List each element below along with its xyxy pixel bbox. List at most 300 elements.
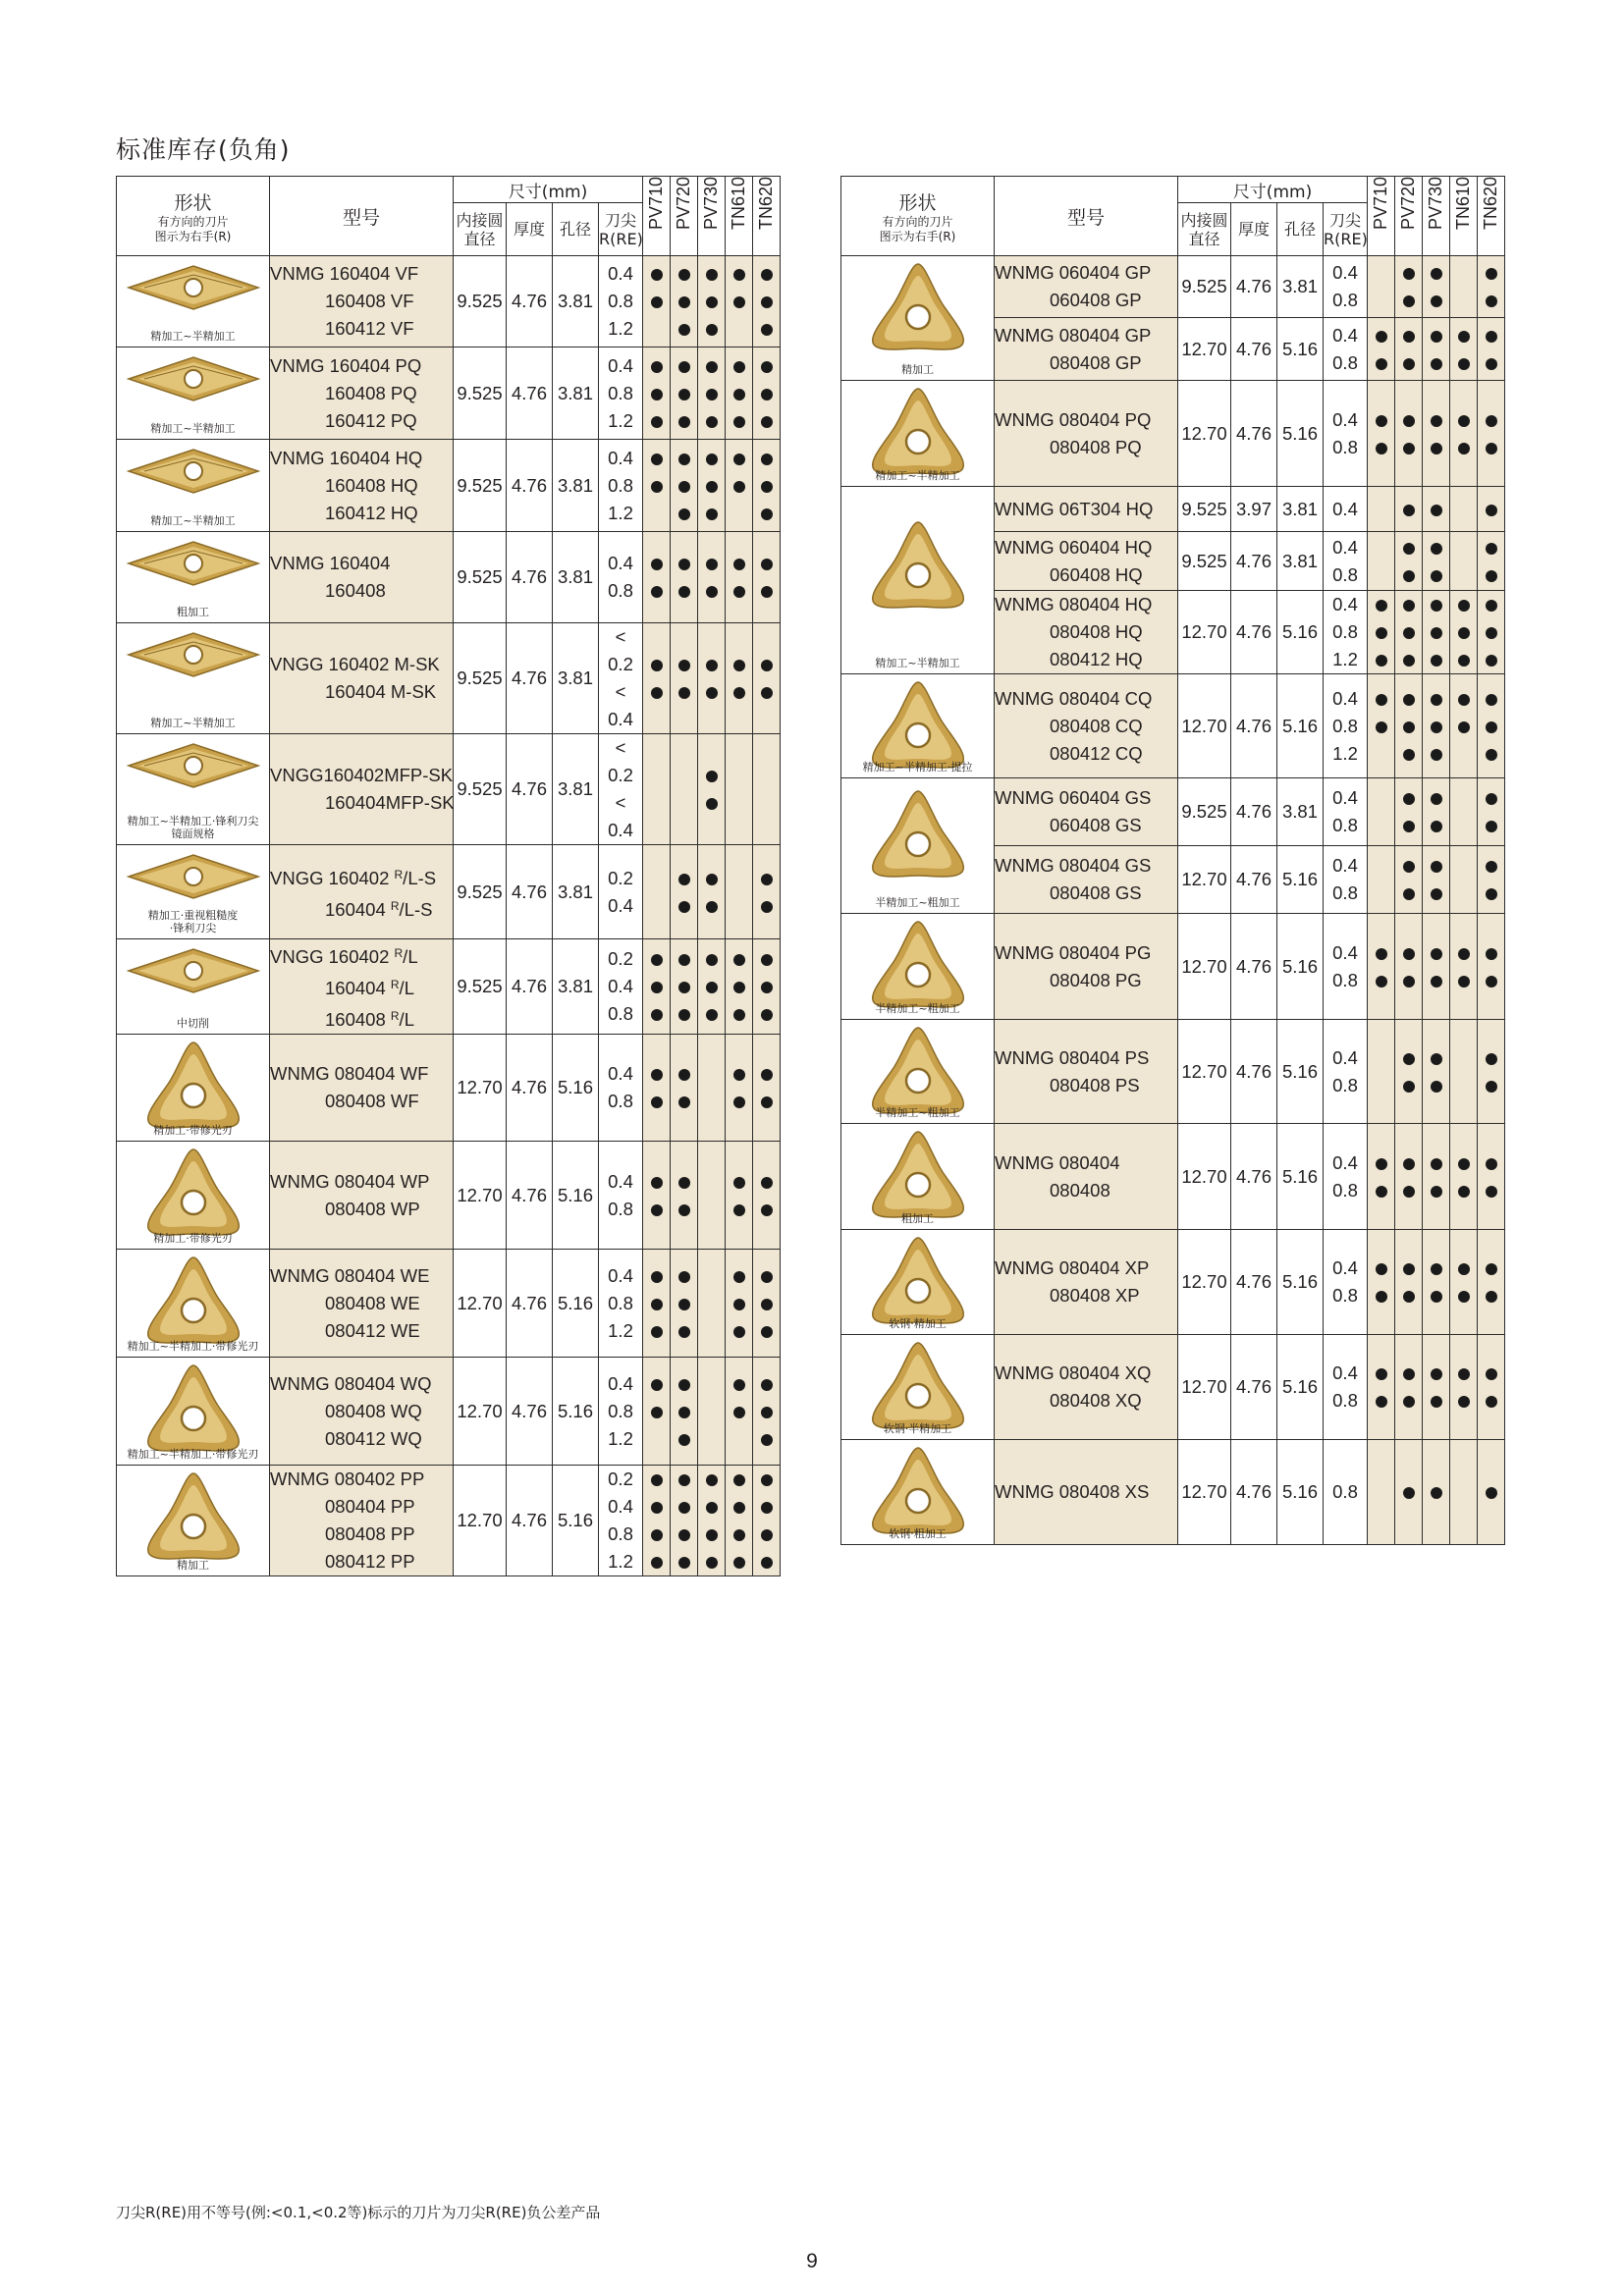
hole-value: 3.81 xyxy=(1277,487,1324,532)
ic-header xyxy=(1178,203,1231,256)
hole-value: 3.81 xyxy=(553,256,599,347)
table-row xyxy=(117,256,781,347)
availability-slot xyxy=(1423,939,1449,967)
availability-slot xyxy=(1450,591,1477,618)
shape-cell xyxy=(841,381,995,487)
availability-slot xyxy=(726,288,752,315)
shape-cell xyxy=(841,1124,995,1230)
nose-radius-value: 0.4 xyxy=(1332,1257,1358,1278)
grade-label: PV710 xyxy=(646,176,667,230)
model-cell xyxy=(270,734,454,845)
availability-slot xyxy=(1368,812,1394,839)
re-header-l2: R(RE) xyxy=(1324,229,1368,248)
grade-cell-pv730 xyxy=(1423,591,1450,674)
stock-dot xyxy=(651,361,663,373)
stock-dot xyxy=(1458,1158,1470,1170)
stock-dot xyxy=(651,954,663,966)
hole-value: 5.16 xyxy=(1277,674,1324,778)
stock-dot xyxy=(1431,655,1442,667)
availability-slot xyxy=(671,315,697,343)
hole-value: 5.16 xyxy=(553,1142,599,1250)
nose-radius-cell xyxy=(599,1035,643,1142)
shape-image-wrap xyxy=(841,1335,994,1433)
model-code: 080404 PP xyxy=(325,1496,415,1517)
ic-value: 9.525 xyxy=(454,734,507,845)
availability-slot xyxy=(1478,939,1504,967)
stock-dot xyxy=(761,954,773,966)
thickness-value: 4.76 xyxy=(507,532,553,623)
grade-cell-tn610 xyxy=(1450,846,1478,914)
grade-cell-pv710 xyxy=(1368,318,1395,381)
grade-cell-tn620 xyxy=(1478,1440,1505,1545)
availability-slot xyxy=(726,1493,752,1521)
model-code: VNMG 160404 xyxy=(270,553,391,573)
availability-slot xyxy=(1450,259,1477,287)
model-code: WNMG 080402 PP xyxy=(270,1468,425,1489)
stock-dot xyxy=(1486,543,1497,555)
grade-cell-tn620 xyxy=(1478,1230,1505,1335)
model-code: WNMG 080408 XS xyxy=(995,1481,1150,1502)
hole-header: 孔径 xyxy=(1277,203,1324,256)
nose-radius-value: 0.4 xyxy=(608,709,633,729)
nose-radius-value: 0.4 xyxy=(1332,1151,1358,1173)
nose-radius-value: 1.2 xyxy=(1332,649,1358,669)
availability-slot xyxy=(1395,1387,1422,1415)
stock-dot xyxy=(1486,793,1497,805)
shape-header-sub2: 图示为右手(R) xyxy=(154,229,232,243)
stock-dot xyxy=(1376,721,1387,733)
stock-dot xyxy=(761,1009,773,1021)
availability-slot xyxy=(698,472,725,500)
grade-cell-tn610 xyxy=(1450,1335,1478,1440)
hole-value: 3.81 xyxy=(553,440,599,532)
availability-slot xyxy=(643,706,670,733)
stock-dot xyxy=(706,481,718,493)
table-row xyxy=(841,914,1505,1020)
hole-value: 5.16 xyxy=(553,1035,599,1142)
thickness-value: 4.76 xyxy=(507,1142,553,1250)
grade-cell-tn620 xyxy=(753,1358,781,1466)
grade-cell-pv720 xyxy=(671,734,698,845)
stock-dot xyxy=(1403,295,1415,307)
availability-slot xyxy=(1450,1072,1477,1099)
availability-slot xyxy=(698,1196,725,1223)
left-table-header xyxy=(117,177,781,256)
grade-label: TN610 xyxy=(1453,176,1474,230)
grade-cell-tn620 xyxy=(753,939,781,1035)
nose-radius-value: 0.4 xyxy=(1332,941,1358,963)
nose-radius-value: 0.8 xyxy=(1332,715,1358,736)
availability-slot xyxy=(671,1521,697,1548)
stock-dot xyxy=(1458,600,1470,612)
trigon-insert-image xyxy=(139,1362,247,1456)
availability-slot xyxy=(671,1548,697,1575)
thickness-value: 3.97 xyxy=(1231,487,1277,532)
grade-cell-tn610 xyxy=(726,1358,753,1466)
hole-value: 5.16 xyxy=(1277,318,1324,381)
stock-dot xyxy=(1486,861,1497,873)
availability-slot xyxy=(1395,784,1422,812)
thickness-value: 4.76 xyxy=(507,440,553,532)
grade-cell-pv730 xyxy=(1423,487,1450,532)
availability-slot xyxy=(753,623,780,651)
model-code: 080412 PP xyxy=(325,1551,415,1572)
stock-dot xyxy=(706,660,718,671)
grade-cell-pv720 xyxy=(1395,1230,1423,1335)
stock-dot xyxy=(1486,600,1497,612)
availability-slot xyxy=(643,472,670,500)
availability-slot xyxy=(1423,852,1449,880)
stock-dot xyxy=(1403,570,1415,582)
grade-cell-pv730 xyxy=(698,1035,726,1142)
stock-dot xyxy=(678,1557,690,1569)
availability-slot xyxy=(1423,646,1449,673)
stock-dot xyxy=(1403,1291,1415,1303)
stock-dot xyxy=(651,559,663,570)
availability-slot xyxy=(753,865,780,892)
stock-dot xyxy=(678,1299,690,1310)
availability-slot xyxy=(1395,967,1422,994)
availability-slot xyxy=(1450,496,1477,523)
nose-radius-cell xyxy=(1324,487,1368,532)
availability-slot xyxy=(1423,967,1449,994)
stock-dot xyxy=(761,1434,773,1446)
stock-dot xyxy=(1486,627,1497,639)
shape-header-title: 形状 xyxy=(898,191,937,214)
availability-slot xyxy=(753,1398,780,1425)
nose-radius-value: 0.4 xyxy=(1332,536,1358,558)
shape-caption: 半精加工~粗加工 xyxy=(875,896,960,909)
stock-dot xyxy=(1486,331,1497,343)
grade-header-pv720 xyxy=(1395,177,1423,256)
stock-dot xyxy=(1403,1053,1415,1065)
shape-image-wrap xyxy=(117,734,269,793)
availability-slot xyxy=(643,260,670,288)
grade-cell-tn610 xyxy=(726,440,753,532)
availability-slot xyxy=(643,762,670,789)
grade-cell-pv730 xyxy=(1423,256,1450,318)
shape-image-wrap xyxy=(117,1466,269,1564)
model-code: 160412 HQ xyxy=(325,502,418,523)
stock-dot xyxy=(706,1474,718,1486)
stock-dot xyxy=(1431,358,1442,370)
shape-cell xyxy=(117,1035,270,1142)
nose-radius-value: 0.4 xyxy=(1332,687,1358,709)
availability-slot xyxy=(1395,434,1422,461)
hole-value: 5.16 xyxy=(553,1250,599,1358)
nose-radius-value: 0.2 xyxy=(608,765,633,785)
stock-dot xyxy=(761,361,773,373)
ic-value: 12.70 xyxy=(454,1466,507,1576)
nose-radius-value: 1.2 xyxy=(608,502,633,523)
stock-dot xyxy=(1431,627,1442,639)
table-row xyxy=(117,734,781,845)
table-row xyxy=(841,1230,1505,1335)
stock-dot xyxy=(1403,1368,1415,1380)
thickness-value: 4.76 xyxy=(1231,1230,1277,1335)
availability-slot xyxy=(1478,259,1504,287)
nose-radius-value: < xyxy=(615,681,626,702)
nose-radius-cell xyxy=(1324,381,1368,487)
availability-slot xyxy=(1368,618,1394,646)
availability-slot xyxy=(753,550,780,577)
grade-cell-pv710 xyxy=(643,532,671,623)
stock-dot xyxy=(1486,295,1497,307)
stock-dot xyxy=(706,771,718,782)
availability-slot xyxy=(643,1290,670,1317)
model-cell xyxy=(995,778,1178,846)
shape-caption: 精加工·带修光刃 xyxy=(153,1124,233,1137)
model-cell xyxy=(270,939,454,1035)
grade-cell-pv710 xyxy=(1368,914,1395,1020)
grade-cell-pv730 xyxy=(698,1250,726,1358)
grade-cell-pv710 xyxy=(1368,591,1395,674)
stock-dot xyxy=(678,296,690,308)
grade-cell-pv710 xyxy=(643,256,671,347)
availability-slot xyxy=(1423,685,1449,713)
stock-dot xyxy=(761,1069,773,1081)
availability-slot xyxy=(1395,852,1422,880)
availability-slot xyxy=(1395,1177,1422,1204)
hole-value: 3.81 xyxy=(1277,778,1324,846)
grade-cell-tn610 xyxy=(726,1466,753,1576)
availability-slot xyxy=(643,1398,670,1425)
model-code: 080408 WP xyxy=(325,1198,420,1219)
availability-slot xyxy=(1368,1149,1394,1177)
ic-value: 9.525 xyxy=(454,440,507,532)
availability-slot xyxy=(671,260,697,288)
stock-dot xyxy=(1376,1396,1387,1408)
model-code: WNMG 06T304 HQ xyxy=(995,498,1154,519)
stock-dot xyxy=(1458,358,1470,370)
model-code: WNMG 060404 GP xyxy=(995,262,1152,283)
table-row xyxy=(841,674,1505,778)
dims-header: 尺寸(mm) xyxy=(1178,177,1368,203)
availability-slot xyxy=(726,260,752,288)
availability-slot xyxy=(1478,434,1504,461)
model-cell xyxy=(995,318,1178,381)
nose-radius-cell xyxy=(1324,318,1368,381)
nose-radius-value: < xyxy=(615,792,626,813)
trigon-insert-image xyxy=(139,1039,247,1133)
grade-cell-tn620 xyxy=(1478,1335,1505,1440)
shape-caption: 粗加工 xyxy=(901,1212,934,1225)
nose-radius-header xyxy=(599,203,643,256)
stock-dot xyxy=(1486,358,1497,370)
stock-dot xyxy=(761,1096,773,1108)
grade-cell-tn620 xyxy=(1478,1020,1505,1124)
availability-slot xyxy=(1395,880,1422,907)
stock-dot xyxy=(1431,1487,1442,1499)
stock-dot xyxy=(678,901,690,913)
model-code: 080408 WE xyxy=(325,1292,420,1313)
stock-dot xyxy=(733,687,745,699)
availability-slot xyxy=(1395,349,1422,377)
availability-slot xyxy=(1478,1149,1504,1177)
shape-cell xyxy=(841,778,995,914)
availability-slot xyxy=(1368,1177,1394,1204)
trigon-insert-image xyxy=(864,1128,972,1222)
availability-slot xyxy=(643,1168,670,1196)
availability-slot xyxy=(698,1398,725,1425)
availability-slot xyxy=(726,1466,752,1493)
stock-dot xyxy=(678,1326,690,1338)
availability-slot xyxy=(1423,287,1449,314)
grade-cell-pv730 xyxy=(1423,778,1450,846)
shape-image-wrap xyxy=(841,778,994,881)
nose-radius-value: 0.4 xyxy=(608,354,633,376)
trigon-insert-image xyxy=(864,1234,972,1328)
stock-dot xyxy=(1486,505,1497,516)
availability-slot xyxy=(698,706,725,733)
grade-label: PV730 xyxy=(1426,176,1446,230)
availability-slot xyxy=(643,678,670,706)
model-cell xyxy=(270,623,454,734)
model-code: 080408 xyxy=(1050,1179,1110,1201)
availability-slot xyxy=(671,1398,697,1425)
availability-slot xyxy=(671,577,697,605)
stock-dot xyxy=(1403,331,1415,343)
nose-radius-cell xyxy=(1324,914,1368,1020)
stock-dot xyxy=(733,982,745,993)
stock-dot xyxy=(1486,655,1497,667)
availability-slot xyxy=(671,789,697,817)
availability-slot xyxy=(1395,740,1422,768)
grade-cell-tn620 xyxy=(1478,674,1505,778)
stock-dot xyxy=(678,1271,690,1283)
grade-cell-tn620 xyxy=(753,1035,781,1142)
ic-value: 9.525 xyxy=(1178,778,1231,846)
availability-slot xyxy=(726,734,752,762)
availability-slot xyxy=(1450,939,1477,967)
availability-slot xyxy=(643,407,670,435)
availability-slot xyxy=(1450,784,1477,812)
stock-dot xyxy=(1431,1053,1442,1065)
availability-slot xyxy=(671,407,697,435)
shape-caption: 精加工~半精加工 xyxy=(150,514,236,527)
availability-slot xyxy=(753,945,780,973)
model-code: VNMG 160404 VF xyxy=(270,263,419,284)
model-code: 080408 WF xyxy=(325,1091,419,1111)
availability-slot xyxy=(1450,349,1477,377)
nose-radius-value: 0.4 xyxy=(1332,1362,1358,1383)
hole-value: 5.16 xyxy=(1277,914,1324,1020)
re-header-l1: 刀尖 xyxy=(605,210,637,230)
grade-cell-pv710 xyxy=(1368,778,1395,846)
shape-caption: 中切削 xyxy=(177,1017,209,1030)
shape-header-title: 形状 xyxy=(174,191,212,214)
grade-cell-pv720 xyxy=(1395,381,1423,487)
ic-value: 12.70 xyxy=(1178,846,1231,914)
grade-cell-pv730 xyxy=(1423,674,1450,778)
availability-slot xyxy=(1423,349,1449,377)
nose-radius-cell xyxy=(1324,674,1368,778)
availability-slot xyxy=(1423,784,1449,812)
stock-dot xyxy=(1486,268,1497,280)
shape-caption: 精加工~半精加工·提拉 xyxy=(862,761,973,774)
trigon-insert-image xyxy=(864,518,972,613)
thickness-value: 4.76 xyxy=(1231,318,1277,381)
shape-cell xyxy=(117,623,270,734)
availability-slot xyxy=(698,678,725,706)
stock-dot xyxy=(1431,570,1442,582)
thickness-value: 4.76 xyxy=(1231,591,1277,674)
ic-value: 12.70 xyxy=(1178,674,1231,778)
availability-slot xyxy=(1395,1044,1422,1072)
availability-slot xyxy=(753,352,780,380)
shape-cell xyxy=(841,487,995,674)
rl-marker-r: R xyxy=(394,867,404,881)
model-cell xyxy=(995,1440,1178,1545)
stock-dot xyxy=(651,1096,663,1108)
availability-slot xyxy=(1450,1255,1477,1282)
stock-dot xyxy=(761,1529,773,1541)
grade-cell-pv720 xyxy=(1395,256,1423,318)
availability-slot xyxy=(1395,591,1422,618)
table-row xyxy=(117,845,781,939)
model-code: WNMG 080404 PQ xyxy=(995,408,1152,430)
availability-slot xyxy=(671,1466,697,1493)
stock-dot xyxy=(1403,655,1415,667)
stock-dot xyxy=(1403,268,1415,280)
model-code: 080408 PQ xyxy=(1050,436,1142,457)
availability-slot xyxy=(1423,1044,1449,1072)
stock-dot xyxy=(651,1299,663,1310)
availability-slot xyxy=(671,380,697,407)
model-code: WNMG 080404 xyxy=(995,1151,1120,1173)
model-code: 080408 PS xyxy=(1050,1074,1140,1095)
stock-dot xyxy=(1403,888,1415,900)
availability-slot xyxy=(1450,646,1477,673)
stock-dot xyxy=(1431,1263,1442,1275)
stock-dot xyxy=(1458,1396,1470,1408)
grade-cell-tn610 xyxy=(726,532,753,623)
availability-slot xyxy=(643,623,670,651)
nose-radius-value: 0.8 xyxy=(1332,815,1358,835)
availability-slot xyxy=(1478,534,1504,561)
shape-image-wrap xyxy=(841,1124,994,1222)
model-code: VNMG 160404 HQ xyxy=(270,447,423,468)
model-code: 080412 HQ xyxy=(1050,649,1143,669)
ic-value: 9.525 xyxy=(454,256,507,347)
grade-header-tn610 xyxy=(1450,177,1478,256)
availability-slot xyxy=(671,1168,697,1196)
stock-dot xyxy=(1403,948,1415,960)
stock-dot xyxy=(1431,721,1442,733)
availability-slot xyxy=(726,1196,752,1223)
model-code: 080408 XQ xyxy=(1050,1390,1142,1411)
grade-cell-tn610 xyxy=(726,623,753,734)
stock-dot xyxy=(761,874,773,885)
stock-dot xyxy=(1458,1186,1470,1198)
model-code: 080408 GP xyxy=(1050,351,1142,373)
grade-cell-pv710 xyxy=(1368,532,1395,591)
stock-dot xyxy=(1431,1186,1442,1198)
availability-slot xyxy=(726,577,752,605)
stock-dot xyxy=(678,660,690,671)
availability-slot xyxy=(698,1317,725,1345)
availability-slot xyxy=(753,762,780,789)
availability-slot xyxy=(1450,322,1477,349)
model-cell xyxy=(995,256,1178,318)
stock-dot xyxy=(733,1096,745,1108)
availability-slot xyxy=(698,734,725,762)
availability-slot xyxy=(1450,1149,1477,1177)
hole-value: 5.16 xyxy=(1277,846,1324,914)
stock-dot xyxy=(651,269,663,281)
thickness-value: 4.76 xyxy=(1231,914,1277,1020)
availability-slot xyxy=(1450,685,1477,713)
